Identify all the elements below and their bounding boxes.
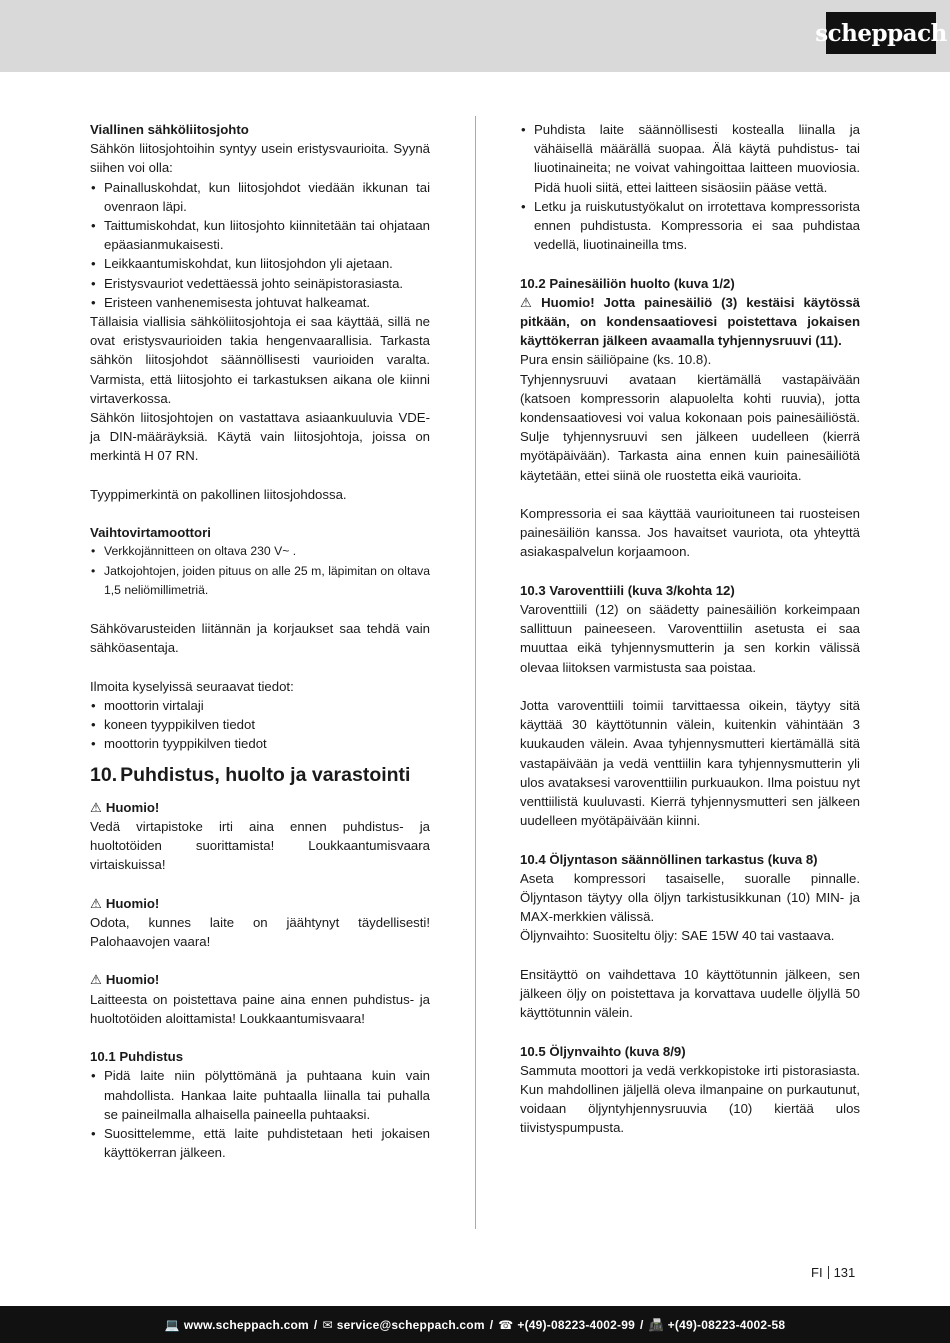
paragraph: Ensitäyttö on vaihdettava 10 käyttötunnin jälkeen, sen jälkeen öljy on poistettava ja korvattava uudelle öljyllä 50 käyttötunnin välein. xyxy=(520,966,860,1021)
footer-bar: 💻 www.scheppach.com / ✉ service@scheppach.com / ☎ +(49)-08223-4002-99 / 📠 +(49)-08223-4002-58 xyxy=(0,1306,950,1343)
inform-list xyxy=(90,696,430,754)
heading-10-3: 10.3 Varoventtiili (kuva 3/kohta 12) xyxy=(520,582,735,598)
heading-10-2: 10.2 Painesäiliön huolto (kuva 1/2) xyxy=(520,275,735,291)
warning-triangle-icon: ⚠ xyxy=(90,799,102,815)
heading-10-5: 10.5 Öljynvaihto (kuva 8/9) xyxy=(520,1043,686,1059)
heading-faulty-cable: Viallinen sähköliitosjohto xyxy=(90,122,249,137)
cleaning-list-continued xyxy=(520,120,860,254)
paragraph: Sähkövarusteiden liitännän ja korjaukset saa tehdä vain sähköasentaja. xyxy=(90,621,430,656)
left-column xyxy=(90,120,430,1162)
section-title xyxy=(90,762,430,788)
list-item: • Painalluskohdat, kun liitosjohdot viedään ikkunan tai ovenraon läpi. xyxy=(90,178,430,216)
list-item: • Eristysvauriot vedettäessä johto seinäpistorasiasta. xyxy=(90,274,430,293)
warning-heading: ⚠ Huomio! xyxy=(90,895,160,911)
warning-heading: ⚠ Huomio! xyxy=(90,972,160,988)
list-item: • Leikkaantumiskohdat, kun liitosjohdon yli ajetaan. xyxy=(90,254,430,273)
paragraph: Varoventtiili (12) on säädetty painesäiliön korkeimpaan sallittuun paineeseen. Varoventtiilin asetusta ei saa muuttaa eikä tyhjennysmutterin ja sen korkin välissä olevaa liitoksen varmistusta saa poistaa. xyxy=(520,602,860,675)
list-item: • Puhdista laite säännöllisesti kostealla liinalla ja vähäisellä määrällä suopaa. Älä käytä puhdistus- tai liuotinaineita; ne voivat vahingoittaa laitteen muoviosia. Pidä huoli siitä, ettei laitteen sisäosiin pääse vettä. xyxy=(520,120,860,197)
section-number: 10. xyxy=(90,763,118,786)
phone-icon: ☎ xyxy=(498,1317,514,1332)
paragraph: Öljynvaihto: Suositeltu öljy: SAE 15W 40 tai vastaava. xyxy=(520,928,835,944)
paragraph: Ilmoita kyselyissä seuraavat tiedot: xyxy=(90,678,294,694)
paragraph: Aseta kompressori tasaiselle, suoralle pinnalle. Öljyntason täytyy olla öljyn tarkistusikkunan (10) MIN- ja MAX-merkkien välissä. xyxy=(520,870,860,925)
paragraph: Sähkön liitosjohtoihin syntyy usein eristysvaurioita. Syynä siihen voi olla: xyxy=(90,141,430,176)
heading-10-1: 10.1 Puhdistus xyxy=(90,1049,184,1065)
cleaning-list xyxy=(90,1066,430,1162)
list-item: • koneen tyyppikilven tiedot xyxy=(90,715,430,734)
footer-phone: +(49)-08223-4002-99 xyxy=(517,1317,635,1332)
heading-10-4: 10.4 Öljyntason säännöllinen tarkastus (kuva 8) xyxy=(520,851,818,867)
list-item: • moottorin tyyppikilven tiedot xyxy=(90,734,430,753)
heading-ac-motor: Vaihtovirtamoottori xyxy=(90,525,211,541)
column-divider xyxy=(475,116,476,1229)
footer-fax: +(49)-08223-4002-58 xyxy=(667,1317,786,1332)
list-item: • Suosittelemme, että laite puhdistetaan heti jokaisen käyttökerran jälkeen. xyxy=(90,1124,430,1162)
mail-icon: ✉ xyxy=(322,1317,333,1332)
paragraph: Tyhjennysruuvi avataan kiertämällä vastapäivään (katsoen kompressorin alapuolelta kohti ruuvia), jotta kondensaatiovesi voi valua kokonaan pois painesäiliöstä. Sulje tyhjennysruuvi sen jälkeen uudelleen (kierrä myötäpäivään). Tarkasta aina ennen kuin painesäiliötä käytetään, ettei siinä ole ruostetta eikä vaurioita. xyxy=(520,371,860,483)
warning-triangle-icon: ⚠ xyxy=(90,895,102,911)
scheppach-logo: scheppach xyxy=(826,12,936,54)
section-title-text: Puhdistus, huolto ja varastointi xyxy=(120,763,411,786)
right-column xyxy=(520,120,860,1138)
fax-icon: 📠 xyxy=(648,1317,664,1332)
warning-text: Vedä virtapistoke irti aina ennen puhdistus- ja huoltotöiden suorittamista! Loukkaantumisvaara virtaiskuissa! xyxy=(90,818,430,873)
list-item: • Pidä laite niin pölyttömänä ja puhtaana kuin vain mahdollista. Hankaa laite puhtaalla liinalla tai puhalla se paineilmalla alhaisella paineella puhtaaksi. xyxy=(90,1066,430,1124)
cable-damage-list xyxy=(90,178,430,312)
warning-triangle-icon: ⚠ xyxy=(520,294,538,310)
paragraph: Tällaisia viallisia sähköliitosjohtoja ei saa käyttää, sillä ne ovat eristysvaurioiden takia hengenvaarallisia. Tarkasta sähkön liitosjohdot säännöllisesti vaurioiden varalta. Varmista, että liitosjohto ei tarkastuksen aikana ole kiinni virtaverkossa. xyxy=(90,314,430,406)
page-language: FI xyxy=(811,1265,823,1280)
footer-website: www.scheppach.com xyxy=(183,1317,309,1332)
header-bar xyxy=(0,0,950,72)
list-item: • Taittumiskohdat, kun liitosjohto kiinnitetään tai ohjataan epäasianmukaisesti. xyxy=(90,216,430,254)
computer-icon: 💻 xyxy=(164,1317,180,1332)
paragraph: Jotta varoventtiili toimii tarvittaessa oikein, täytyy sitä käyttää 30 käyttötunnin välein, kuitenkin vähintään 3 kuukauden välein. Avaa tyhjennysmutteri kiertämällä sitä vastapäivään ja vedä venttiilin kara tyhjennysmutterin yli ulos avataksesi varoventtiilin purkuaukon. Ilma poistuu nyt venttiilistä kuuluvasti. Kierrä tyhjennysmutteri sen jälkeen uudelleen myötäpäivään kiinni. xyxy=(520,698,860,829)
list-item: • Letku ja ruiskutustyökalut on irrotettava kompressorista ennen puhdistusta. Kompressoria ei saa puhdistaa vedellä, liuotinaineilla tms. xyxy=(520,197,860,255)
list-item: • Jatkojohtojen, joiden pituus on alle 25 m, läpimitan on oltava 1,5 neliömillimetriä. xyxy=(90,562,430,600)
warning-text: Laitteesta on poistettava paine aina ennen puhdistus- ja huoltotöiden aloittamista! Loukkaantumisvaara! xyxy=(90,991,430,1026)
page-number xyxy=(811,1265,855,1281)
paragraph: Pura ensin säiliöpaine (ks. 10.8). xyxy=(520,352,712,368)
list-item: • Eristeen vanhenemisesta johtuvat halkeamat. xyxy=(90,293,430,312)
warning-triangle-icon: ⚠ xyxy=(90,972,102,988)
warning-text: Odota, kunnes laite on jäähtynyt täydellisesti! Palohaavojen vaara! xyxy=(90,914,430,950)
paragraph: Sähkön liitosjohtojen on vastattava asiaankuuluvia VDE- ja DIN-määräyksiä. Käytä vain liitosjohtoja, joissa on merkintä H 07 RN. xyxy=(90,410,430,464)
footer-email: service@scheppach.com xyxy=(336,1317,485,1332)
list-item: • Verkkojännitteen on oltava 230 V~ . xyxy=(90,542,430,561)
warning-text-10-2: ⚠ Huomio! Jotta painesäiliö (3) kestäisi käytössä pitkään, on kondensaatiovesi poistettava jokaisen käyttökerran jälkeen avaamalla tyhjennysruuvi (11). xyxy=(520,294,861,349)
paragraph: Kompressoria ei saa käyttää vaurioituneen tai ruosteisen painesäiliön kanssa. Jos havaitset vauriota, ota yhteyttä asiakaspalvelun korjaamoon. xyxy=(520,506,860,560)
paragraph: Sammuta moottori ja vedä verkkopistoke irti pistorasiasta. Kun mahdollinen jäljellä oleva ilmanpaine on purkautunut, voidaan öljyntyhjennysruuvia (10) kiertää ulos tiivistyspumpusta. xyxy=(520,1062,860,1136)
page-number-value: 131 xyxy=(833,1265,856,1280)
motor-list xyxy=(90,542,430,600)
warning-heading: ⚠ Huomio! xyxy=(90,799,160,815)
list-item: • moottorin virtalaji xyxy=(90,696,430,715)
paragraph: Tyyppimerkintä on pakollinen liitosjohdossa. xyxy=(90,486,347,502)
